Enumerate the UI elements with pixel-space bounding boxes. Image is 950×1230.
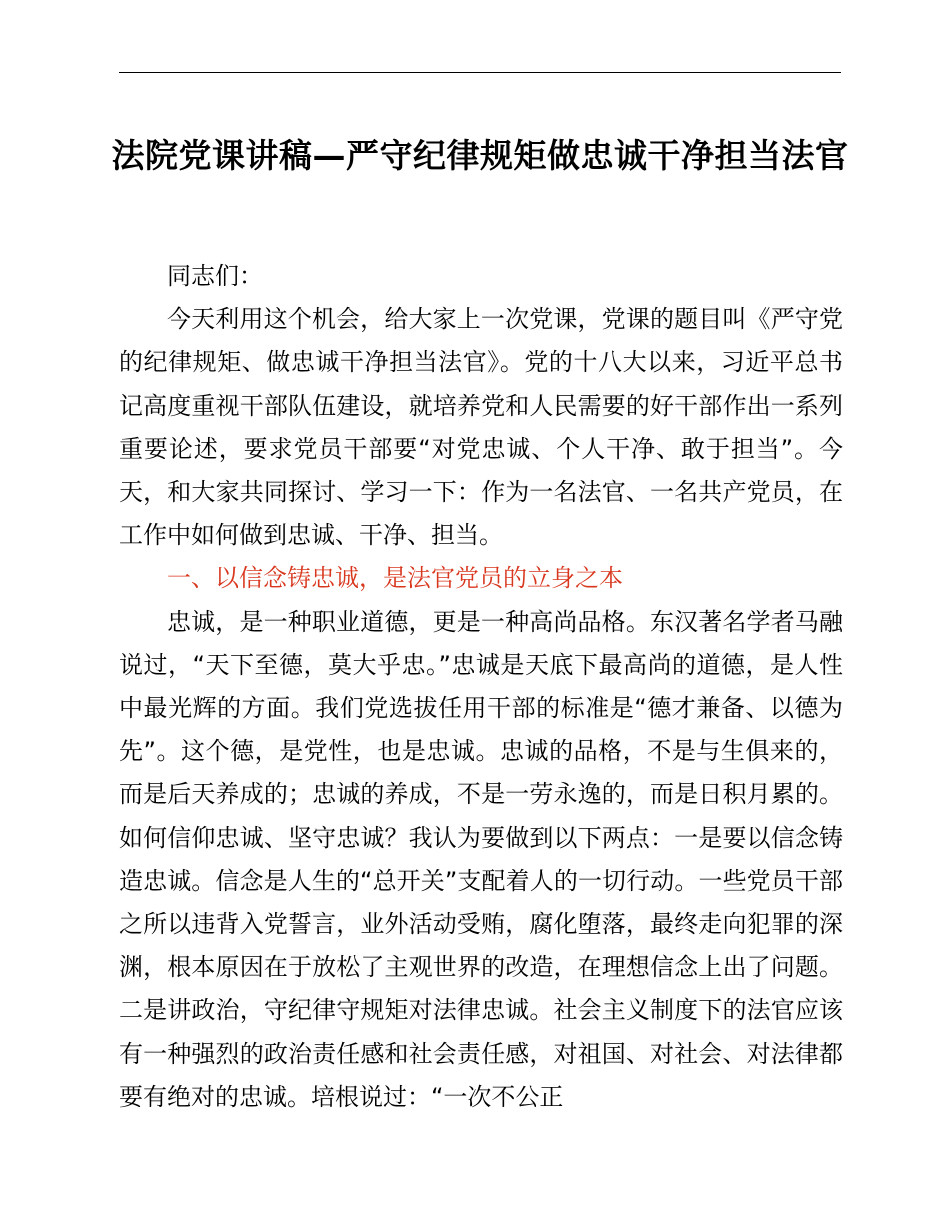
header-rule bbox=[119, 72, 841, 73]
body-paragraph: 今天利用这个机会，给大家上一次党课，党课的题目叫《严守党的纪律规矩、做忠诚干净担当法官》。党的十八大以来，习近平总书记高度重视干部队伍建设，就培养党和人民需要的好干部作出一系列重要论述，要求党员干部要“对党忠诚、个人干净、敢于担当”。今天，和大家共同探讨、学习一下：作为一名法官、一名共产党员，在工作中如何做到忠诚、干净、担当。 bbox=[119, 305, 843, 550]
section-heading: 一、以信念铸忠诚，是法官党员的立身之本 bbox=[167, 564, 623, 593]
section-paragraph: 忠诚，是一种职业道德，更是一种高尚品格。东汉著名学者马融说过，“天下至德，莫大乎忠。”忠诚是天底下最高尚的道德，是人性中最光辉的方面。我们党选拔任用干部的标准是“德才兼备、以德为先”。这个德，是党性，也是忠诚。忠诚的品格，不是与生俱来的，而是后天养成的；忠诚的养成，不是一劳永逸的，而是日积月累的。如何信仰忠诚、坚守忠诚？我认为要做到以下两点：一是要以信念铸造忠诚。信念是人生的“总开关”支配着人的一切行动。一些党员干部之所以违背入党誓言，业外活动受贿，腐化堕落，最终走向犯罪的深渊，根本原因在于放松了主观世界的改造，在理想信念上出了问题。二是讲政治，守纪律守规矩对法律忠诚。社会主义制度下的法官应该有一种强烈的政治责任感和社会责任感，对祖国、对社会、对法律都要有绝对的忠诚。培根说过：“一次不公正 bbox=[119, 607, 843, 1111]
greeting: 同志们： bbox=[167, 262, 263, 290]
document-body bbox=[119, 255, 843, 1119]
document-title: 法院党课讲稿—严守纪律规矩做忠诚干净担当法官 bbox=[111, 136, 849, 175]
